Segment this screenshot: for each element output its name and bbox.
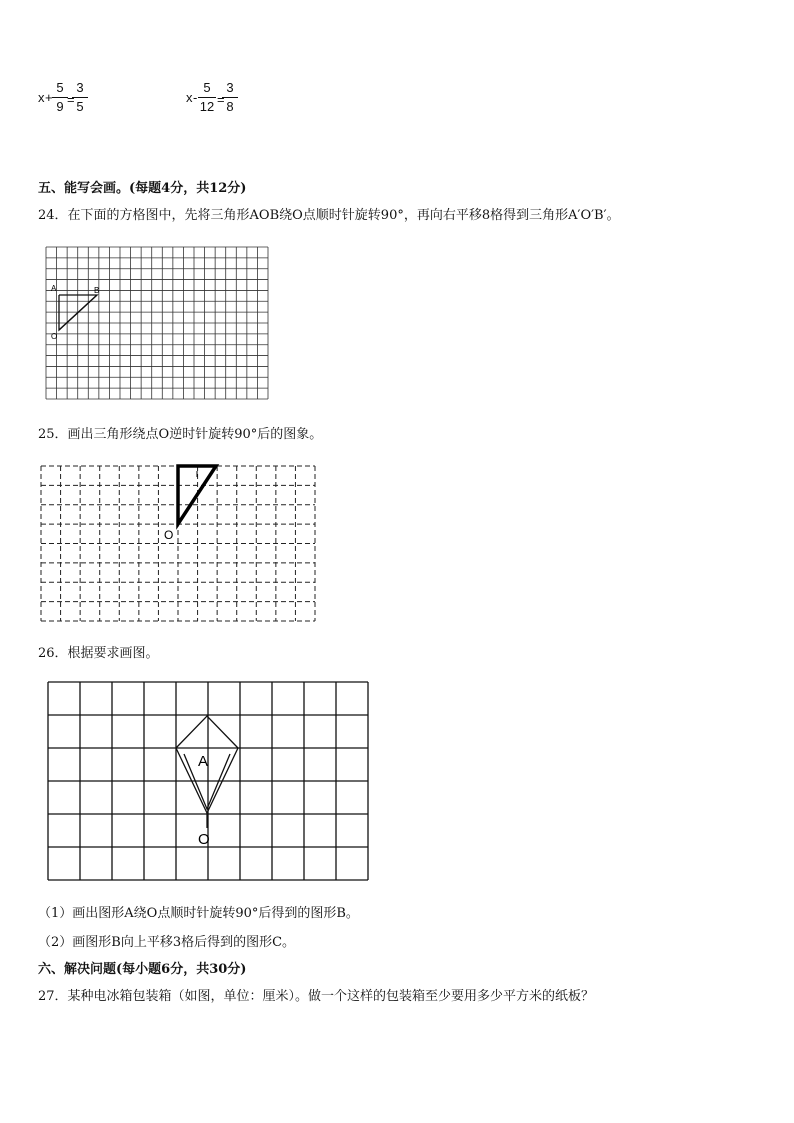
question-25-text: 25．画出三角形绕点O逆时针旋转90°后的图象。 [38,427,323,442]
label-o: O [198,831,210,848]
fraction-numerator: 3 [76,80,84,95]
equation-1-fraction-b [72,80,88,115]
equation-1-equals: = [67,92,75,107]
equation-1-var: x [38,90,45,105]
question-25-grid [40,465,316,622]
kite-figure-a [176,716,238,828]
fraction-bar [198,97,216,98]
fraction-numerator: 5 [203,80,211,95]
label-a: A [51,284,57,293]
equation-2-equals: = [217,92,225,107]
question-24-grid [45,246,269,400]
question-26-sub-2: （2）画图形B向上平移3格后得到的图形C。 [38,935,296,950]
question-26-text: 26．根据要求画图。 [38,646,159,661]
equation-2-var: x [186,90,193,105]
fraction-denominator: 8 [226,99,234,114]
fraction-bar [52,97,68,98]
equation-1 [38,80,98,120]
equation-2 [186,80,246,120]
section-6-title: 六、解决问题(每小题6分，共30分) [38,962,247,977]
fraction-bar [72,97,88,98]
label-o: O [164,528,174,542]
equation-2-fraction-a [198,80,216,115]
question-26-sub-1: （1）画出图形A绕O点顺时针旋转90°后得到的图形B。 [38,906,359,921]
fraction-bar [222,97,238,98]
section-5-title: 五、能写会画。(每题4分，共12分) [38,181,247,196]
fraction-denominator: 12 [199,99,215,114]
fraction-denominator: 9 [56,99,64,114]
question-26-grid [46,678,370,884]
equation-1-fraction-a [52,80,68,115]
label-b: B [94,286,100,295]
question-24-text: 24．在下面的方格图中，先将三角形AOB绕O点顺时针旋转90°，再向右平移8格得到三角形A′O′B′。 [38,208,620,223]
fraction-numerator: 3 [226,80,234,95]
equation-1-op: + [45,90,53,105]
fraction-denominator: 5 [76,99,84,114]
fraction-numerator: 5 [56,80,64,95]
equation-2-fraction-b [222,80,238,115]
label-o: O [51,332,58,341]
label-a: A [198,753,209,770]
equation-2-op: - [193,90,198,105]
question-27-text: 27．某种电冰箱包装箱（如图，单位：厘米）。做一个这样的包装箱至少要用多少平方米的纸板？ [38,989,595,1004]
